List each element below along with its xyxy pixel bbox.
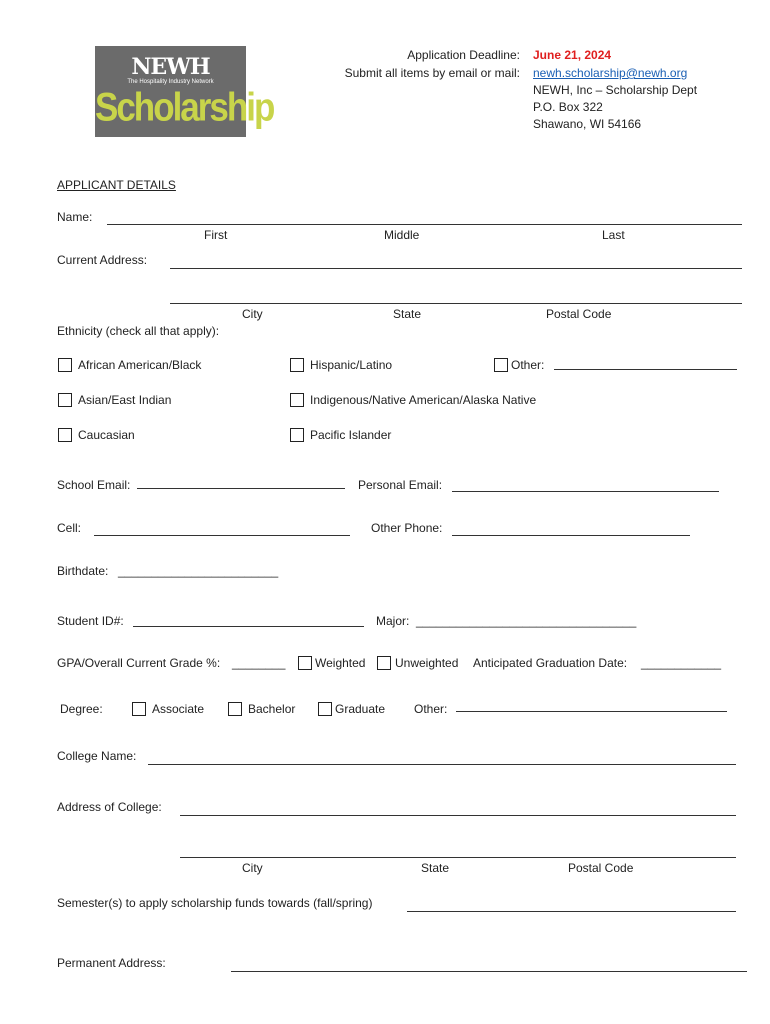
permanent-address-label: Permanent Address:	[57, 956, 166, 970]
middle-caption: Middle	[384, 228, 420, 242]
submission-email-link[interactable]: newh.scholarship@newh.org	[533, 66, 688, 80]
african-american-checkbox[interactable]	[58, 358, 72, 372]
college-state-caption: State	[421, 861, 450, 875]
ethnicity-label: Ethnicity (check all that apply):	[57, 324, 220, 338]
name-label: Name:	[57, 210, 93, 224]
unweighted-label: Unweighted	[395, 656, 459, 670]
associate-label: Associate	[152, 702, 205, 716]
student-id-field[interactable]	[133, 626, 364, 627]
degree-other-field[interactable]	[456, 711, 727, 712]
hispanic-latino-checkbox[interactable]	[290, 358, 304, 372]
major-field[interactable]: _________________________________	[416, 614, 637, 628]
other-phone-field[interactable]	[452, 535, 690, 536]
graduation-date-label: Anticipated Graduation Date:	[473, 656, 628, 670]
first-caption: First	[204, 228, 228, 242]
caucasian-label: Caucasian	[78, 428, 135, 442]
graduate-label: Graduate	[335, 702, 386, 716]
last-caption: Last	[602, 228, 625, 242]
other-ethnicity-checkbox[interactable]	[494, 358, 508, 372]
caucasian-checkbox[interactable]	[58, 428, 72, 442]
current-address-field[interactable]	[170, 268, 742, 269]
personal-email-field[interactable]	[452, 491, 719, 492]
graduate-checkbox[interactable]	[318, 702, 332, 716]
college-city-caption: City	[242, 861, 263, 875]
african-american-label: African American/Black	[78, 358, 202, 372]
other-ethnicity-label: Other:	[511, 358, 545, 372]
mailing-address-line3: Shawano, WI 54166	[533, 117, 642, 131]
cell-field[interactable]	[94, 535, 350, 536]
pacific-islander-checkbox[interactable]	[290, 428, 304, 442]
indigenous-label: Indigenous/Native American/Alaska Native	[310, 393, 537, 407]
bachelor-checkbox[interactable]	[228, 702, 242, 716]
current-address-city-state-field[interactable]	[170, 303, 742, 304]
college-city-state-field[interactable]	[180, 857, 736, 858]
hispanic-latino-label: Hispanic/Latino	[310, 358, 393, 372]
degree-other-label: Other:	[414, 702, 448, 716]
school-email-field[interactable]	[137, 488, 345, 489]
logo-tagline: The Hospitality Industry Network	[127, 79, 214, 85]
permanent-address-field[interactable]	[231, 971, 747, 972]
name-field[interactable]	[107, 224, 742, 225]
college-name-field[interactable]	[148, 764, 736, 765]
school-email-label: School Email:	[57, 478, 131, 492]
college-address-label: Address of College:	[57, 800, 162, 814]
major-label: Major:	[376, 614, 410, 628]
semester-field[interactable]	[407, 911, 736, 912]
birthdate-label: Birthdate:	[57, 564, 109, 578]
asian-east-indian-checkbox[interactable]	[58, 393, 72, 407]
unweighted-checkbox[interactable]	[377, 656, 391, 670]
mailing-address-line2: P.O. Box 322	[533, 100, 603, 114]
newh-scholarship-logo	[95, 46, 274, 137]
asian-east-indian-label: Asian/East Indian	[78, 393, 172, 407]
bachelor-label: Bachelor	[248, 702, 296, 716]
section-title: APPLICANT DETAILS	[57, 178, 176, 192]
semester-label: Semester(s) to apply scholarship funds towards (fall/spring)	[57, 896, 373, 910]
degree-label: Degree:	[60, 702, 103, 716]
college-postal-caption: Postal Code	[568, 861, 634, 875]
college-address-field[interactable]	[180, 815, 736, 816]
logo-mark: NEWH	[131, 54, 210, 80]
city-caption: City	[242, 307, 263, 321]
indigenous-checkbox[interactable]	[290, 393, 304, 407]
weighted-label: Weighted	[315, 656, 366, 670]
deadline-label: Application Deadline:	[407, 48, 520, 62]
mailing-address-line1: NEWH, Inc – Scholarship Dept	[533, 83, 698, 97]
graduation-date-field[interactable]: ____________	[641, 656, 722, 670]
personal-email-label: Personal Email:	[358, 478, 443, 492]
other-phone-label: Other Phone:	[371, 521, 443, 535]
student-id-label: Student ID#:	[57, 614, 124, 628]
cell-label: Cell:	[57, 521, 82, 535]
deadline-value: June 21, 2024	[533, 48, 612, 62]
weighted-checkbox[interactable]	[298, 656, 312, 670]
other-ethnicity-field[interactable]	[554, 369, 737, 370]
college-name-label: College Name:	[57, 749, 137, 763]
gpa-field[interactable]: ________	[232, 656, 286, 670]
pacific-islander-label: Pacific Islander	[310, 428, 392, 442]
current-address-label: Current Address:	[57, 253, 148, 267]
birthdate-field[interactable]: ________________________	[118, 564, 279, 578]
postal-code-caption: Postal Code	[546, 307, 612, 321]
gpa-label: GPA/Overall Current Grade %:	[57, 656, 221, 670]
state-caption: State	[393, 307, 422, 321]
associate-checkbox[interactable]	[132, 702, 146, 716]
submit-label: Submit all items by email or mail:	[344, 66, 520, 80]
logo-word: Scholarship	[95, 85, 274, 130]
